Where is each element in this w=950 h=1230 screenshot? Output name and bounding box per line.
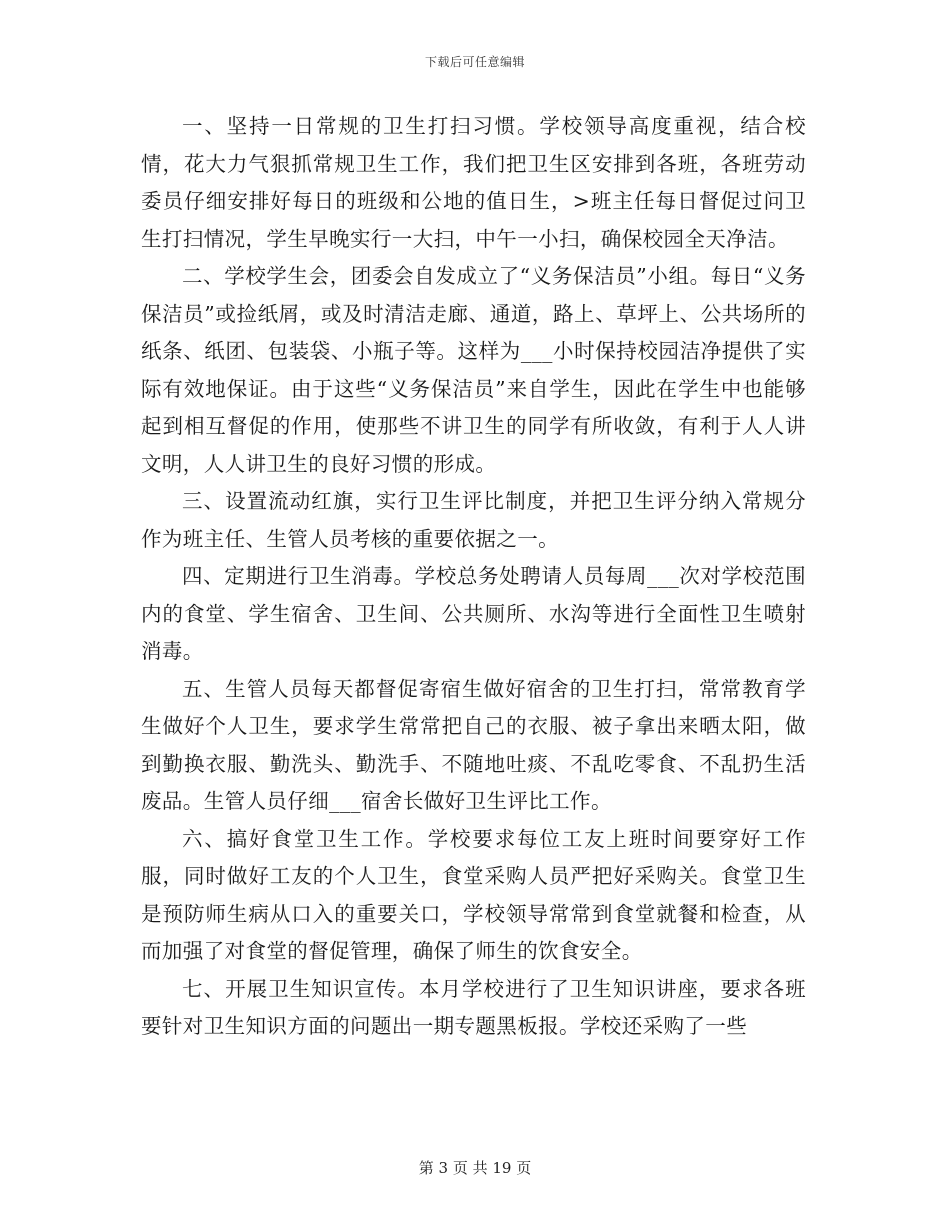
paragraph-1: 一、坚持一日常规的卫生打扫习惯。学校领导高度重视，结合校情，花大力气狠抓常规卫生工作，我们把卫生区安排到各班，各班劳动委员仔细安排好每日的班级和公地的值日生，>班主任每日督促过问卫生打扫情况，学生早晚实行一大扫，中午一小扫，确保校园全天净洁。 [141,114,806,251]
paragraph-3: 三、设置流动红旗，实行卫生评比制度，并把卫生评分纳入常规分作为班主任、生管人员考核的重要依据之一。 [141,489,806,551]
paragraph-2: 二、学校学生会，团委会自发成立了“义务保洁员”小组。每日“义务保洁员”或捡纸屑，或及时清洁走廊、通道，路上、草坪上、公共场所的纸条、纸团、包装袋、小瓶子等。这样为___小时保持校园洁净提供了实际有效地保证。由于这些“义务保洁员”来自学生，因此在学生中也能够起到相互督促的作用，使那些不讲卫生的同学有所收敛，有利于人人讲文明，人人讲卫生的良好习惯的形成。 [141,264,806,476]
paragraph-7: 七、开展卫生知识宣传。本月学校进行了卫生知识讲座，要求各班要针对卫生知识方面的问题出一期专题黑板报。学校还采购了一些 [141,976,806,1038]
paragraph-5: 五、生管人员每天都督促寄宿生做好宿舍的卫生打扫，常常教育学生做好个人卫生，要求学生常常把自己的衣服、被子拿出来晒太阳，做到勤换衣服、勤洗头、勤洗手、不随地吐痰、不乱吃零食、不乱扔生活废品。生管人员仔细___宿舍长做好卫生评比工作。 [141,676,806,813]
page-header: 下载后可任意编辑 [424,55,525,69]
paragraph-4: 四、定期进行卫生消毒。学校总务处聘请人员每周___次对学校范围内的食堂、学生宿舍、卫生间、公共厕所、水沟等进行全面性卫生喷射消毒。 [141,564,806,663]
paragraph-6: 六、搞好食堂卫生工作。学校要求每位工友上班时间要穿好工作服，同时做好工友的个人卫生，食堂采购人员严把好采购关。食堂卫生是预防师生病从口入的重要关口，学校领导常常到食堂就餐和检查，从而加强了对食堂的督促管理，确保了师生的饮食安全。 [141,826,806,963]
document-body [141,108,806,1046]
page-number-footer: 第 3 页 共 19 页 [418,1159,532,1177]
